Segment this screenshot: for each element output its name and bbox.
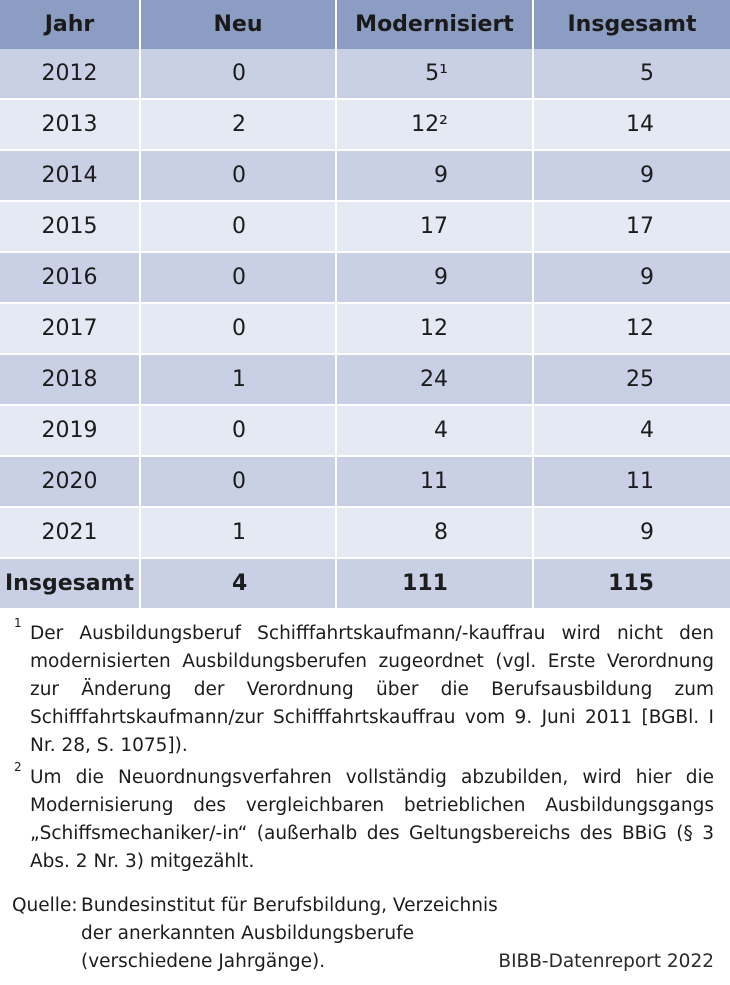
cell-jahr: 2015: [0, 201, 140, 252]
footnote-text: Der Ausbildungsberuf Schifffahrtskaufmann/-kauffrau wird nicht den modernisierten Ausbildungsberufen zugeordnet (vgl. Erste Verordnung zur Änderung der Verordnung über die Berufsausbildung zum Schifffahrtskaufmann/zur Schifffahrtskauffrau vom 9. Juni 2011 [BGBl. I Nr. 28, S. 1075]).: [30, 623, 714, 756]
cell-jahr: 2013: [0, 99, 140, 150]
credit: BIBB-Datenreport 2022: [498, 951, 714, 972]
footnote-1: [14, 616, 714, 760]
cell-neu: 0: [140, 49, 336, 99]
source-text: [81, 892, 501, 976]
cell-neu: 0: [140, 405, 336, 456]
source-line-2: der anerkannten Ausbildungsberufe: [81, 923, 415, 944]
table-row: [0, 150, 730, 201]
cell-neu: 0: [140, 303, 336, 354]
cell-jahr: 2016: [0, 252, 140, 303]
table-row: [0, 201, 730, 252]
header-neu: Neu: [140, 0, 336, 49]
cell-insgesamt: 4: [533, 405, 730, 456]
source-label: Quelle:: [12, 895, 78, 916]
cell-insgesamt: 5: [533, 49, 730, 99]
cell-neu: 0: [140, 201, 336, 252]
cell-neu: 0: [140, 150, 336, 201]
cell-insgesamt: 9: [533, 507, 730, 558]
cell-neu: 1: [140, 507, 336, 558]
cell-jahr: 2018: [0, 354, 140, 405]
footnotes: [14, 616, 714, 880]
table-row: [0, 303, 730, 354]
cell-modernisiert: 9: [336, 150, 533, 201]
cell-jahr: 2021: [0, 507, 140, 558]
header-insgesamt: Insgesamt: [533, 0, 730, 49]
cell-jahr: 2017: [0, 303, 140, 354]
cell-modernisiert: 8: [336, 507, 533, 558]
footnote-mark: 2: [14, 760, 22, 774]
header-modernisiert: Modernisiert: [336, 0, 533, 49]
cell-insgesamt: 14: [533, 99, 730, 150]
table-row: [0, 456, 730, 507]
cell-modernisiert: 5¹: [336, 49, 533, 99]
table-row: [0, 507, 730, 558]
cell-insgesamt: 9: [533, 252, 730, 303]
cell-modernisiert: 17: [336, 201, 533, 252]
cell-jahr: 2020: [0, 456, 140, 507]
cell-insgesamt: 17: [533, 201, 730, 252]
cell-neu: 2: [140, 99, 336, 150]
source-line-3: (verschiedene Jahrgänge).: [81, 951, 326, 972]
cell-modernisiert: 24: [336, 354, 533, 405]
table-row: [0, 354, 730, 405]
cell-insgesamt: 25: [533, 354, 730, 405]
header-jahr: Jahr: [0, 0, 140, 49]
cell-neu: 0: [140, 252, 336, 303]
cell-neu: 1: [140, 354, 336, 405]
total-neu: 4: [140, 558, 336, 608]
cell-insgesamt: 11: [533, 456, 730, 507]
cell-modernisiert: 9: [336, 252, 533, 303]
cell-modernisiert: 4: [336, 405, 533, 456]
cell-modernisiert: 11: [336, 456, 533, 507]
cell-modernisiert: 12: [336, 303, 533, 354]
cell-jahr: 2019: [0, 405, 140, 456]
table-row: [0, 252, 730, 303]
total-insgesamt: 115: [533, 558, 730, 608]
cell-modernisiert: 12²: [336, 99, 533, 150]
cell-insgesamt: 9: [533, 150, 730, 201]
cell-neu: 0: [140, 456, 336, 507]
total-modernisiert: 111: [336, 558, 533, 608]
cell-jahr: 2012: [0, 49, 140, 99]
footnote-text: Um die Neuordnungsverfahren vollständig abzubilden, wird hier die Modernisierung des vergleichbaren betrieblichen Ausbildungsgangs „Schiffsmechaniker/-in“ (außerhalb des Geltungsbereichs des BBiG (§ 3 Abs. 2 Nr. 3) mitgezählt.: [30, 767, 714, 872]
footnote-2: [14, 760, 714, 876]
table-row: [0, 49, 730, 99]
total-label: Insgesamt: [0, 558, 140, 608]
footnote-mark: 1: [14, 616, 22, 630]
table-header-row: [0, 0, 730, 49]
table-row: [0, 405, 730, 456]
source-line-1: Bundesinstitut für Berufsbildung, Verzeichnis: [81, 895, 498, 916]
cell-jahr: 2014: [0, 150, 140, 201]
cell-insgesamt: 12: [533, 303, 730, 354]
total-row: [0, 558, 730, 608]
table-row: [0, 99, 730, 150]
